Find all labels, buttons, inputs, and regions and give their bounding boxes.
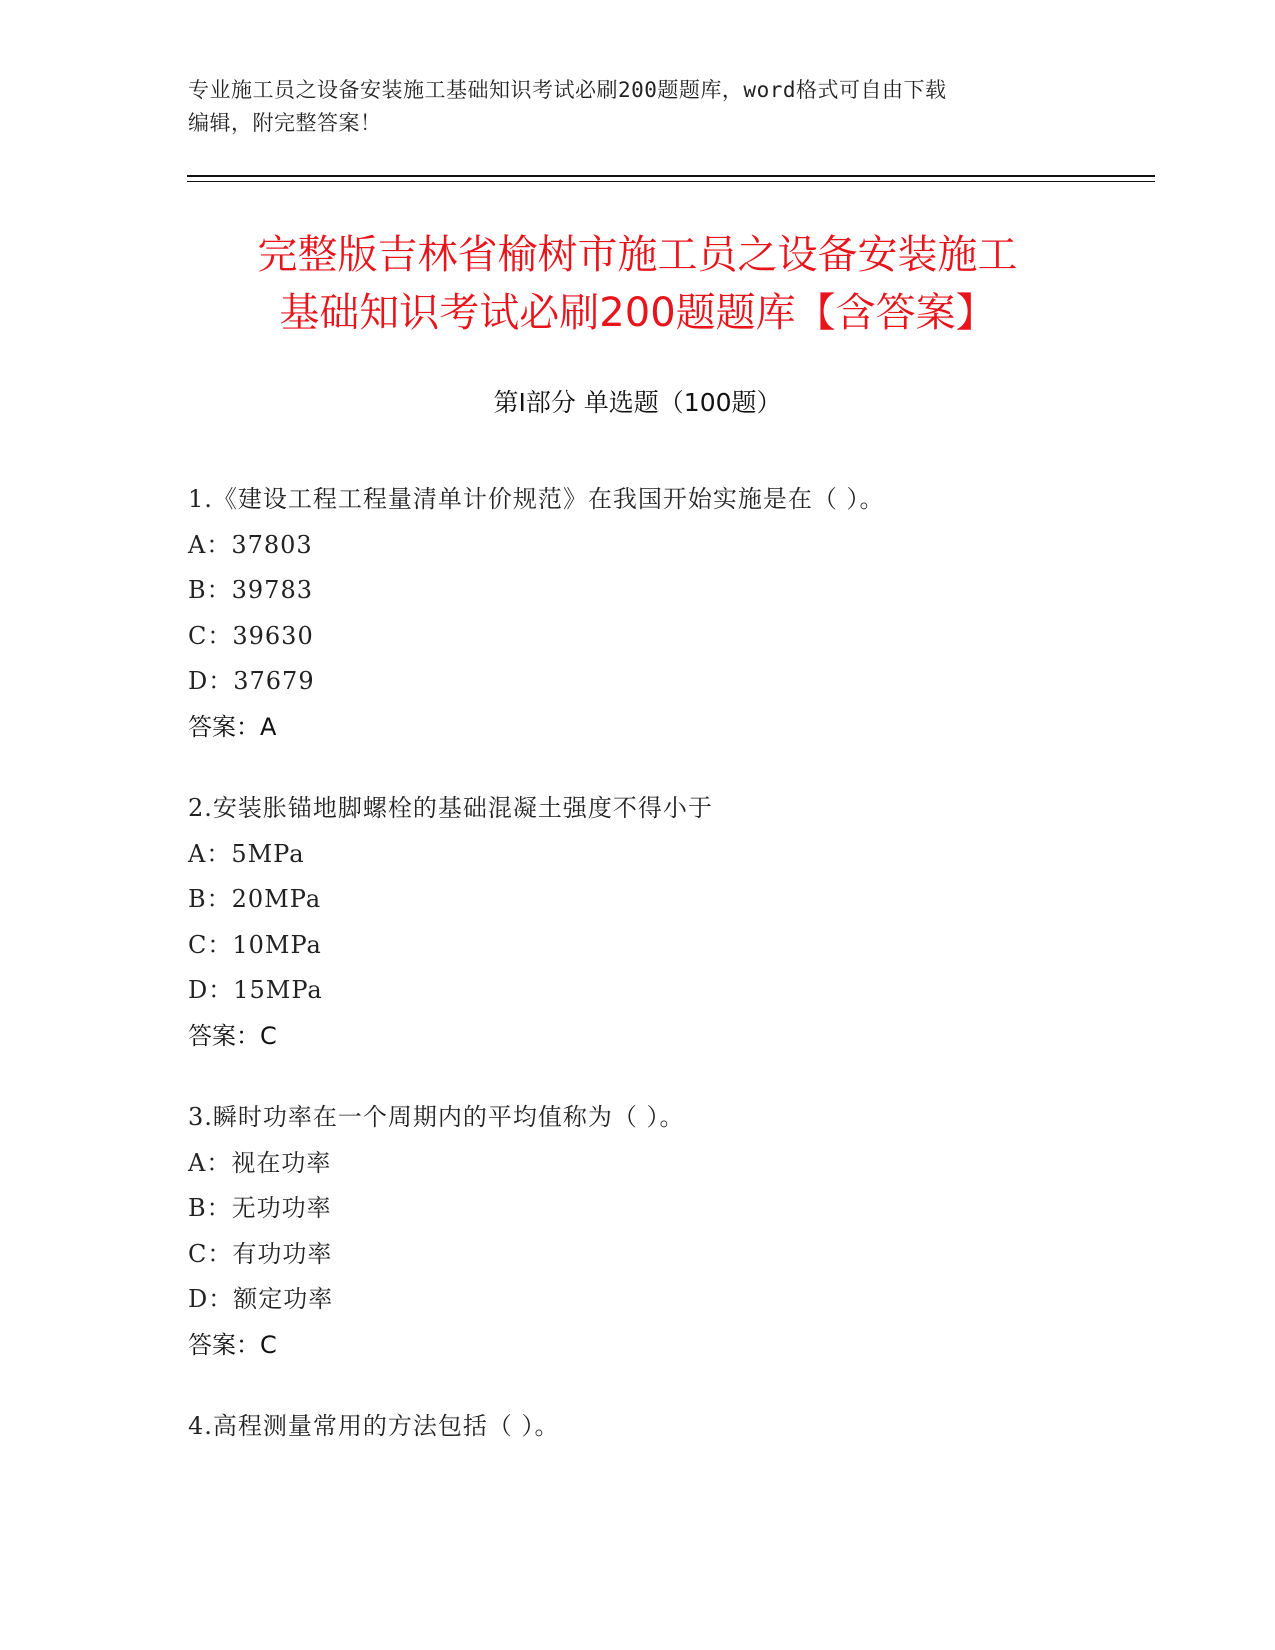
- option-b: B：39783: [188, 576, 313, 604]
- header-note-line-2: 编辑，附完整答案！: [188, 111, 382, 135]
- question-2: [188, 786, 1148, 1059]
- question-stem: 3.瞬时功率在一个周期内的平均值称为（ ）。: [188, 1103, 685, 1131]
- document-title: [150, 226, 1125, 342]
- question-stem: 2.安装胀锚地脚螺栓的基础混凝土强度不得小于: [188, 794, 713, 822]
- question-1: [188, 477, 1148, 750]
- option-d: D：37679: [188, 667, 315, 695]
- header-divider-thick: [187, 175, 1155, 177]
- question-list: [188, 477, 1148, 1486]
- document-title-line-2: 基础知识考试必刷200题题库【含答案】: [279, 290, 996, 336]
- header-note-line-1: 专业施工员之设备安装施工基础知识考试必刷200题题库，word格式可自由下载: [188, 78, 947, 102]
- answer: 答案：C: [188, 1021, 277, 1050]
- section-heading: 第Ⅰ部分 单选题（100题）: [493, 388, 782, 417]
- option-d: D：15MPa: [188, 976, 323, 1004]
- answer: 答案：C: [188, 1330, 277, 1359]
- option-a: A：视在功率: [188, 1148, 332, 1177]
- answer: 答案：A: [188, 712, 277, 741]
- header-divider-thin: [187, 181, 1155, 182]
- option-d: D：额定功率: [188, 1285, 334, 1313]
- header-note: [188, 74, 1088, 140]
- document-title-line-1: 完整版吉林省榆树市施工员之设备安装施工: [257, 232, 1018, 278]
- option-b: B：20MPa: [188, 885, 322, 913]
- question-3: [188, 1095, 1148, 1368]
- option-c: C：39630: [188, 621, 314, 650]
- option-b: B：无功功率: [188, 1194, 332, 1222]
- option-a: A：5MPa: [188, 839, 305, 868]
- option-c: C：有功功率: [188, 1239, 333, 1268]
- question-4: [188, 1404, 1148, 1450]
- question-stem: 1.《建设工程工程量清单计价规范》在我国开始实施是在（ ）。: [188, 485, 885, 513]
- option-a: A：37803: [188, 530, 313, 559]
- question-stem: 4.高程测量常用的方法包括（ ）。: [188, 1412, 560, 1440]
- option-c: C：10MPa: [188, 930, 322, 959]
